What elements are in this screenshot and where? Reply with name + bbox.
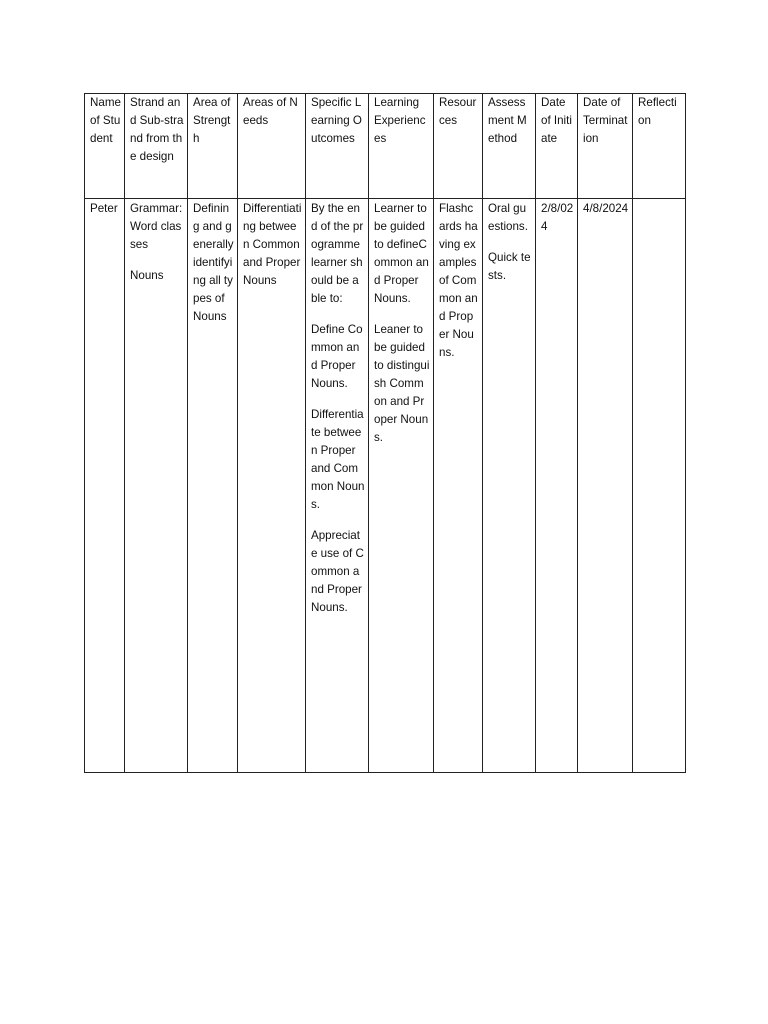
cell-experiences (369, 199, 434, 773)
cell-student (85, 199, 125, 773)
cell-needs (238, 199, 306, 773)
cell-strength (188, 199, 238, 773)
cell-date-termination (578, 199, 633, 773)
header-date-of-termination: Date of Termination (578, 94, 633, 199)
needs-text: Differentiating between Common and Proper Nouns (243, 202, 302, 287)
header-reflection: Reflection (633, 94, 686, 199)
header-name-of-student: Name of Student (85, 94, 125, 199)
header-learning-experiences: Learning Experiences (369, 94, 434, 199)
date-termination-text: 4/8/2024 (583, 202, 629, 215)
header-specific-learning-outcomes: Specific Learning Outcomes (306, 94, 369, 199)
header-date-of-initiate: Date of Initiate (536, 94, 578, 199)
assessment-2: Quick tests. (488, 251, 531, 282)
sub-strand-text: Nouns (130, 269, 164, 282)
cell-resources (434, 199, 483, 773)
cell-reflection (633, 199, 686, 773)
student-name: Peter (90, 202, 118, 215)
cell-date-initiate (536, 199, 578, 773)
cell-strand (125, 199, 188, 773)
outcome-2: Differentiate between Proper and Common Nouns. (311, 408, 365, 511)
header-area-of-strength: Area of Strength (188, 94, 238, 199)
strand-text: Grammar:Word classes (130, 202, 183, 251)
header-row (85, 94, 686, 199)
strength-text: Defining and generally identifying all types of Nouns (193, 202, 234, 323)
cell-outcomes (306, 199, 369, 773)
date-initiate-text: 2/8/024 (541, 202, 574, 233)
table-row (85, 199, 686, 773)
header-strand: Strand and Sub-strand from the design (125, 94, 188, 199)
header-areas-of-needs: Areas of Needs (238, 94, 306, 199)
outcome-intro: By the end of the programme learner should be able to: (311, 202, 364, 305)
resources-text: Flashcards having examples of Common and Proper Nouns. (439, 202, 478, 359)
experience-2: Leaner to be guided to distinguish Common and Proper Nouns. (374, 323, 430, 444)
header-assessment-method: Assessment Method (483, 94, 536, 199)
outcome-3: Appreciate use of Common and ProperNouns. (311, 529, 364, 614)
experience-1: Learner to be guided to defineCommon and Proper Nouns. (374, 202, 429, 305)
learning-plan-table (84, 93, 686, 773)
assessment-1: Oral guestions. (488, 202, 528, 233)
cell-assessment (483, 199, 536, 773)
outcome-1: Define Common and Proper Nouns. (311, 323, 363, 390)
header-resources: Resources (434, 94, 483, 199)
